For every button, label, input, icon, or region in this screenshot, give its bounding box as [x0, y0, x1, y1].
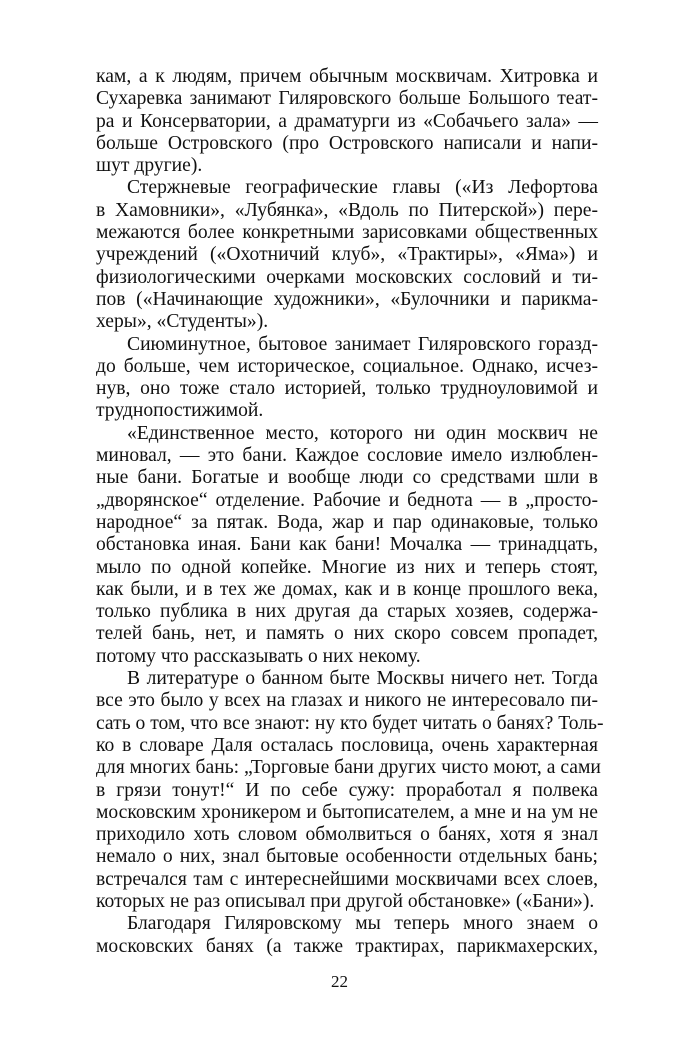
text-line: межаются более конкретными зарисовками общественных: [96, 222, 598, 244]
text-line: немало о них, знал бытовые особенности отдельных бань;: [96, 846, 598, 868]
text-line: до больше, чем историческое, социальное. Однако, исчез-: [96, 355, 598, 377]
text-line: больше Островского (про Островского написали и напи-: [96, 132, 598, 154]
text-line: пов («Начинающие художники», «Булочники и парикма-: [96, 288, 598, 310]
text-line: шут другие).: [96, 155, 203, 177]
text-line: сать о том, что все знают: ну кто будет читать о банях? Толь-: [96, 712, 604, 734]
text-line: Сухаревка занимают Гиляровского больше Большого теат-: [96, 88, 598, 110]
paragraph: [96, 334, 598, 423]
text-line: только публика в них другая да старых хозяев, содержа-: [96, 601, 598, 623]
text-line: кам, а к людям, причем обычным москвичам. Хитровка и: [96, 66, 598, 87]
text-line: все это было у всех на глазах и никого не интересовало пи-: [96, 690, 598, 712]
text-line: херы», «Студенты»).: [96, 311, 269, 333]
text-line: учреждений («Охотничий клуб», «Трактиры», «Яма») и: [96, 244, 598, 266]
text-line: ра и Консерватории, а драматурги из «Собачьего зала» —: [96, 110, 598, 132]
text-line: как были, и в тех же домах, как и в конце прошлого века,: [96, 578, 598, 600]
text-line: ко в словаре Даля осталась пословица, очень характерная: [96, 734, 598, 756]
text-line: мыло по одной копейке. Многие из них и теперь стоят,: [96, 556, 598, 578]
text-line: телей бань, нет, и память о них скоро совсем пропадет,: [96, 623, 598, 645]
text-line: народное“ за пятак. Вода, жар и пар одинаковые, только: [96, 511, 598, 533]
text-line: В литературе о банном быте Москвы ничего нет. Тогда: [127, 668, 598, 690]
text-line: ные бани. Богатые и вообще люди со средствами шли в: [96, 467, 598, 489]
text-line: потому что рассказывать о них некому.: [96, 645, 421, 667]
text-line: для многих бань: „Торговые бани других чисто моют, а сами: [96, 757, 601, 779]
text-line: нув, оно тоже стало историей, только трудноуловимой и: [96, 378, 598, 400]
paragraph: [96, 913, 598, 958]
text-line: „дворянское“ отделение. Рабочие и беднота — в „просто-: [96, 489, 598, 511]
text-line: «Единственное место, которого ни один москвич не: [127, 422, 598, 444]
text-line: встречался там с интереснейшими москвичами всех слоев,: [96, 868, 598, 890]
text-line: Сиюминутное, бытовое занимает Гиляровского горазд-: [127, 333, 598, 355]
text-line: приходило хоть словом обмолвиться о банях, хотя я знал: [96, 824, 598, 846]
text-line: в Хамовники», «Лубянка», «Вдоль по Питерской») пере-: [96, 199, 598, 221]
text-line: московским хроникером и бытописателем, а мне и на ум не: [96, 801, 598, 823]
paragraph: [96, 177, 598, 333]
paragraph: [96, 66, 598, 177]
text-line: миновал, — это бани. Каждое сословие имело излюблен-: [96, 445, 598, 467]
text-line: которых не раз описывал при другой обстановке» («Бани»).: [96, 890, 595, 912]
text-line: труднопостижимой.: [96, 400, 264, 422]
page-body: [96, 66, 604, 958]
page-number: 22: [331, 972, 348, 991]
paragraph: [96, 668, 604, 913]
text-line: физиологическими очерками московских сословий и ти-: [96, 266, 598, 288]
text-line: в грязи тонут!“ И по себе сужу: проработал я полвека: [96, 779, 598, 801]
text-line: обстановка иная. Бани как бани! Мочалка — тринадцать,: [96, 534, 598, 556]
text-line: Благодаря Гиляровскому мы теперь много знаем о: [127, 913, 598, 935]
text-line: московских банях (а также трактирах, парикмахерских,: [96, 935, 598, 957]
text-line: Стержневые географические главы («Из Лефортова: [127, 177, 598, 199]
paragraph: [96, 423, 598, 668]
